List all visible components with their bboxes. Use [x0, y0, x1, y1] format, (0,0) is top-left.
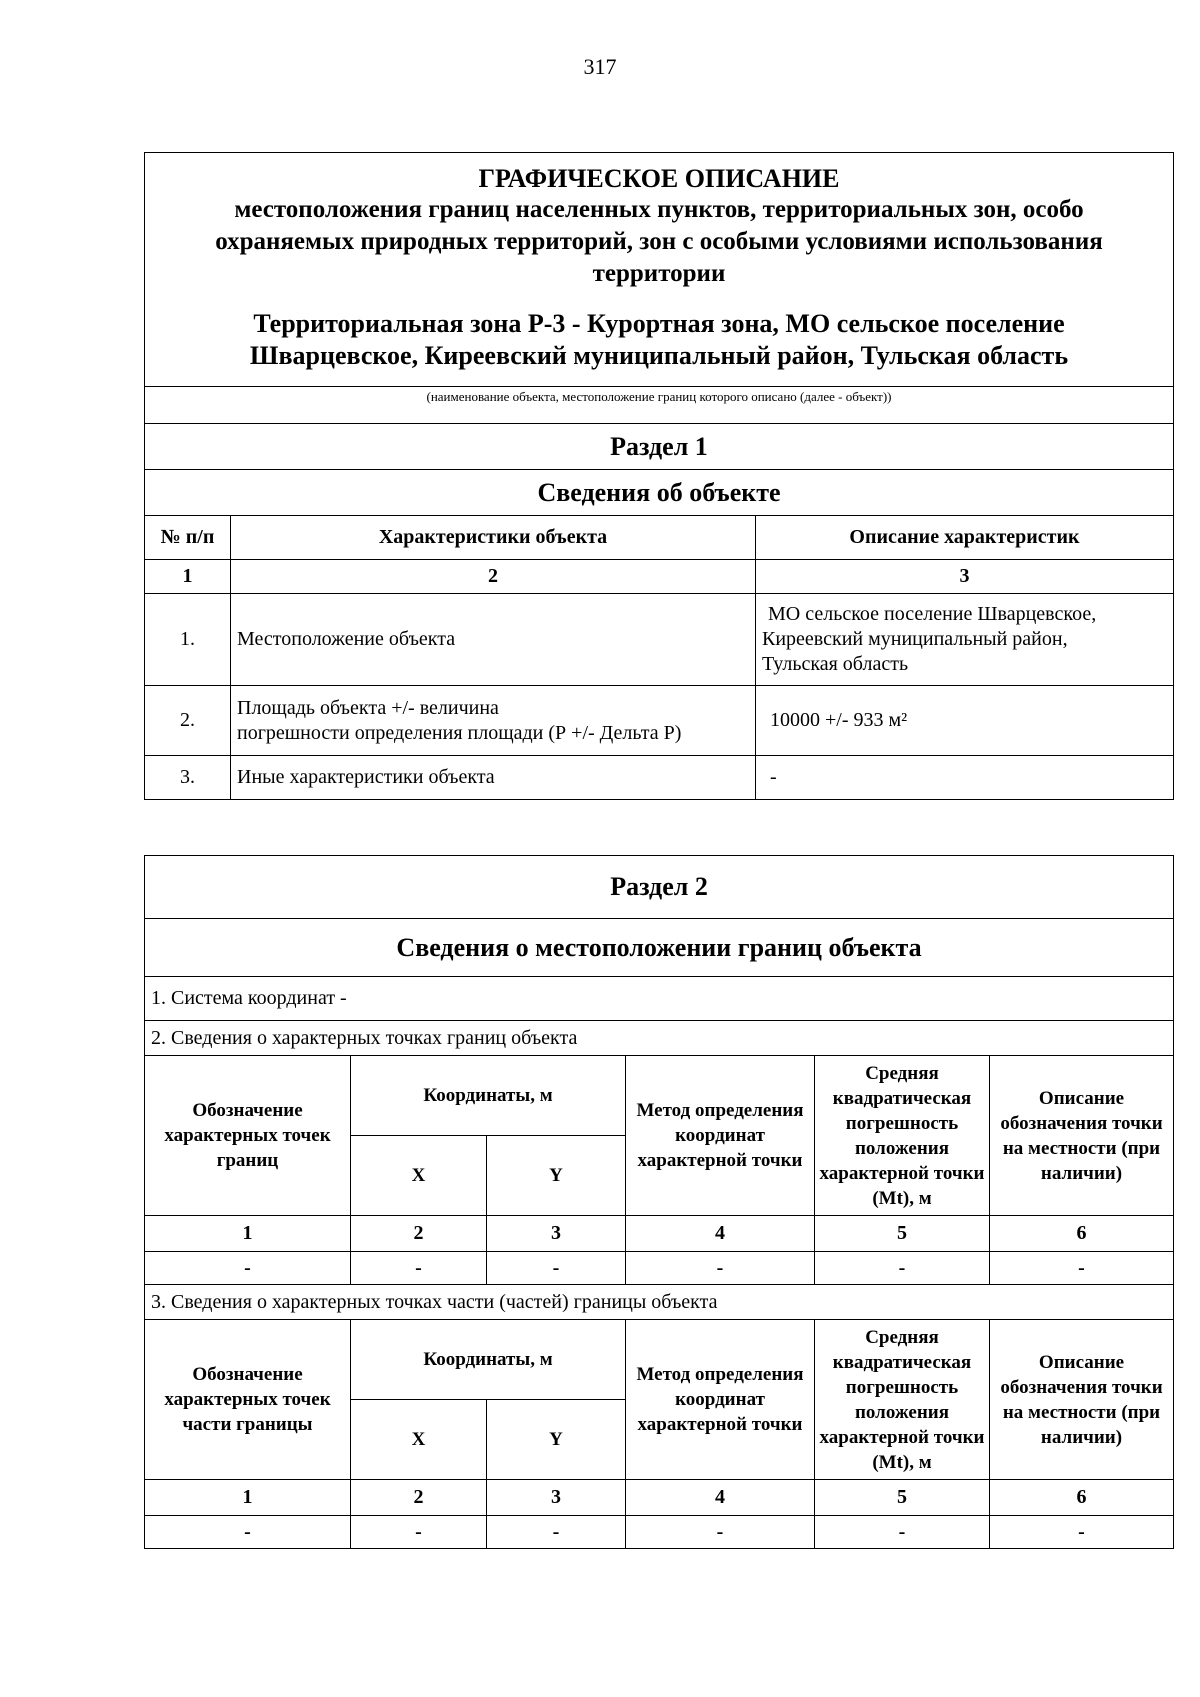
column-number: 2: [351, 1216, 487, 1252]
table-cell: -: [990, 1516, 1174, 1549]
column-number-3: 3: [756, 560, 1174, 594]
header-part-point-designation: Обозначение характерных точек части границы: [145, 1320, 351, 1480]
header-point-description: Описание обозначения точки на местности (при наличии): [990, 1056, 1174, 1216]
table-row: [145, 686, 1174, 756]
row-name: Местоположение объекта: [231, 594, 756, 686]
column-number: 3: [487, 1216, 626, 1252]
table-cell: -: [487, 1516, 626, 1549]
section1-table: [144, 152, 1174, 800]
column-number: 6: [990, 1216, 1174, 1252]
section1-title: Раздел 1: [145, 424, 1174, 470]
table-row: [145, 594, 1174, 686]
part-boundary-points-title: 3. Сведения о характерных точках части (частей) границы объекта: [145, 1285, 1174, 1320]
header-point-designation: Обозначение характерных точек границ: [145, 1056, 351, 1216]
table-cell: -: [145, 1516, 351, 1549]
table-cell: -: [487, 1252, 626, 1285]
row-name: [231, 686, 756, 756]
column-number: 6: [990, 1480, 1174, 1516]
row-number: 2.: [145, 686, 231, 756]
header-mean-error: Средняя квадратическая погрешность положения характерной точки (Mt), м: [815, 1320, 990, 1480]
table-cell: -: [145, 1252, 351, 1285]
table-cell: -: [626, 1516, 815, 1549]
column-number-1: 1: [145, 560, 231, 594]
table-cell: -: [351, 1516, 487, 1549]
document-subtitle-line2: охраняемых природных территорий, зон с особыми условиями использования: [215, 228, 1103, 255]
column-header-number: № п/п: [145, 516, 231, 560]
header-mean-error: Средняя квадратическая погрешность положения характерной точки (Mt), м: [815, 1056, 990, 1216]
row-number: 3.: [145, 756, 231, 800]
boundary-points-title: 2. Сведения о характерных точках границ объекта: [145, 1021, 1174, 1056]
table-cell: -: [815, 1252, 990, 1285]
table-cell: -: [990, 1252, 1174, 1285]
header-point-description: Описание обозначения точки на местности (при наличии): [990, 1320, 1174, 1480]
page-number: 317: [583, 54, 617, 79]
column-number: 5: [815, 1480, 990, 1516]
section2-title: Раздел 2: [145, 856, 1174, 919]
row-value: -: [756, 756, 1174, 800]
zone-name-line1: Территориальная зона Р-3 - Курортная зона, МО сельское поселение: [253, 309, 1065, 338]
header-y: Y: [487, 1400, 626, 1480]
table-cell: -: [626, 1252, 815, 1285]
row-value: [756, 594, 1174, 686]
column-number: 1: [145, 1480, 351, 1516]
column-number-2: 2: [231, 560, 756, 594]
row-name: Иные характеристики объекта: [231, 756, 756, 800]
document-title: ГРАФИЧЕСКОЕ ОПИСАНИЕ: [478, 164, 840, 193]
section2-table: [144, 855, 1174, 1549]
header-coordinates: Координаты, м: [351, 1056, 626, 1136]
header-method: Метод определения координат характерной точки: [626, 1056, 815, 1216]
section2-subtitle: Сведения о местоположении границ объекта: [145, 919, 1174, 977]
column-number: 1: [145, 1216, 351, 1252]
table-row: [145, 1516, 1174, 1549]
document-subtitle-line3: территории: [592, 260, 726, 287]
location-line2: Киреевский муниципальный район,: [762, 628, 1068, 650]
column-number: 5: [815, 1216, 990, 1252]
area-name-line1: Площадь объекта +/- величина: [237, 696, 499, 719]
table-cell: -: [815, 1516, 990, 1549]
column-header-characteristics: Характеристики объекта: [231, 516, 756, 560]
row-number: 1.: [145, 594, 231, 686]
header-method: Метод определения координат характерной точки: [626, 1320, 815, 1480]
column-number: 3: [487, 1480, 626, 1516]
row-value: 10000 +/- 933 м²: [756, 686, 1174, 756]
header-x: X: [351, 1400, 487, 1480]
table-row: [145, 756, 1174, 800]
section1-subtitle: Сведения об объекте: [145, 470, 1174, 516]
area-name-line2: погрешности определения площади (Р +/- Дельта Р): [237, 721, 682, 744]
document-header: [145, 153, 1174, 387]
zone-name-line2: Шварцевское, Киреевский муниципальный район, Тульская область: [249, 341, 1069, 370]
table-row: [145, 1252, 1174, 1285]
location-line3: Тульская область: [762, 653, 909, 675]
header-y: Y: [487, 1136, 626, 1216]
coordinate-system: 1. Система координат -: [145, 977, 1174, 1021]
column-header-description: Описание характеристик: [756, 516, 1174, 560]
column-number: 4: [626, 1216, 815, 1252]
table-cell: -: [351, 1252, 487, 1285]
column-number: 4: [626, 1480, 815, 1516]
header-x: X: [351, 1136, 487, 1216]
location-line1: МО сельское поселение Шварцевское,: [768, 603, 1097, 625]
document-subtitle-line1: местоположения границ населенных пунктов, территориальных зон, особо: [234, 196, 1084, 223]
header-coordinates: Координаты, м: [351, 1320, 626, 1400]
object-caption: (наименование объекта, местоположение границ которого описано (далее - объект)): [145, 387, 1174, 424]
column-number: 2: [351, 1480, 487, 1516]
